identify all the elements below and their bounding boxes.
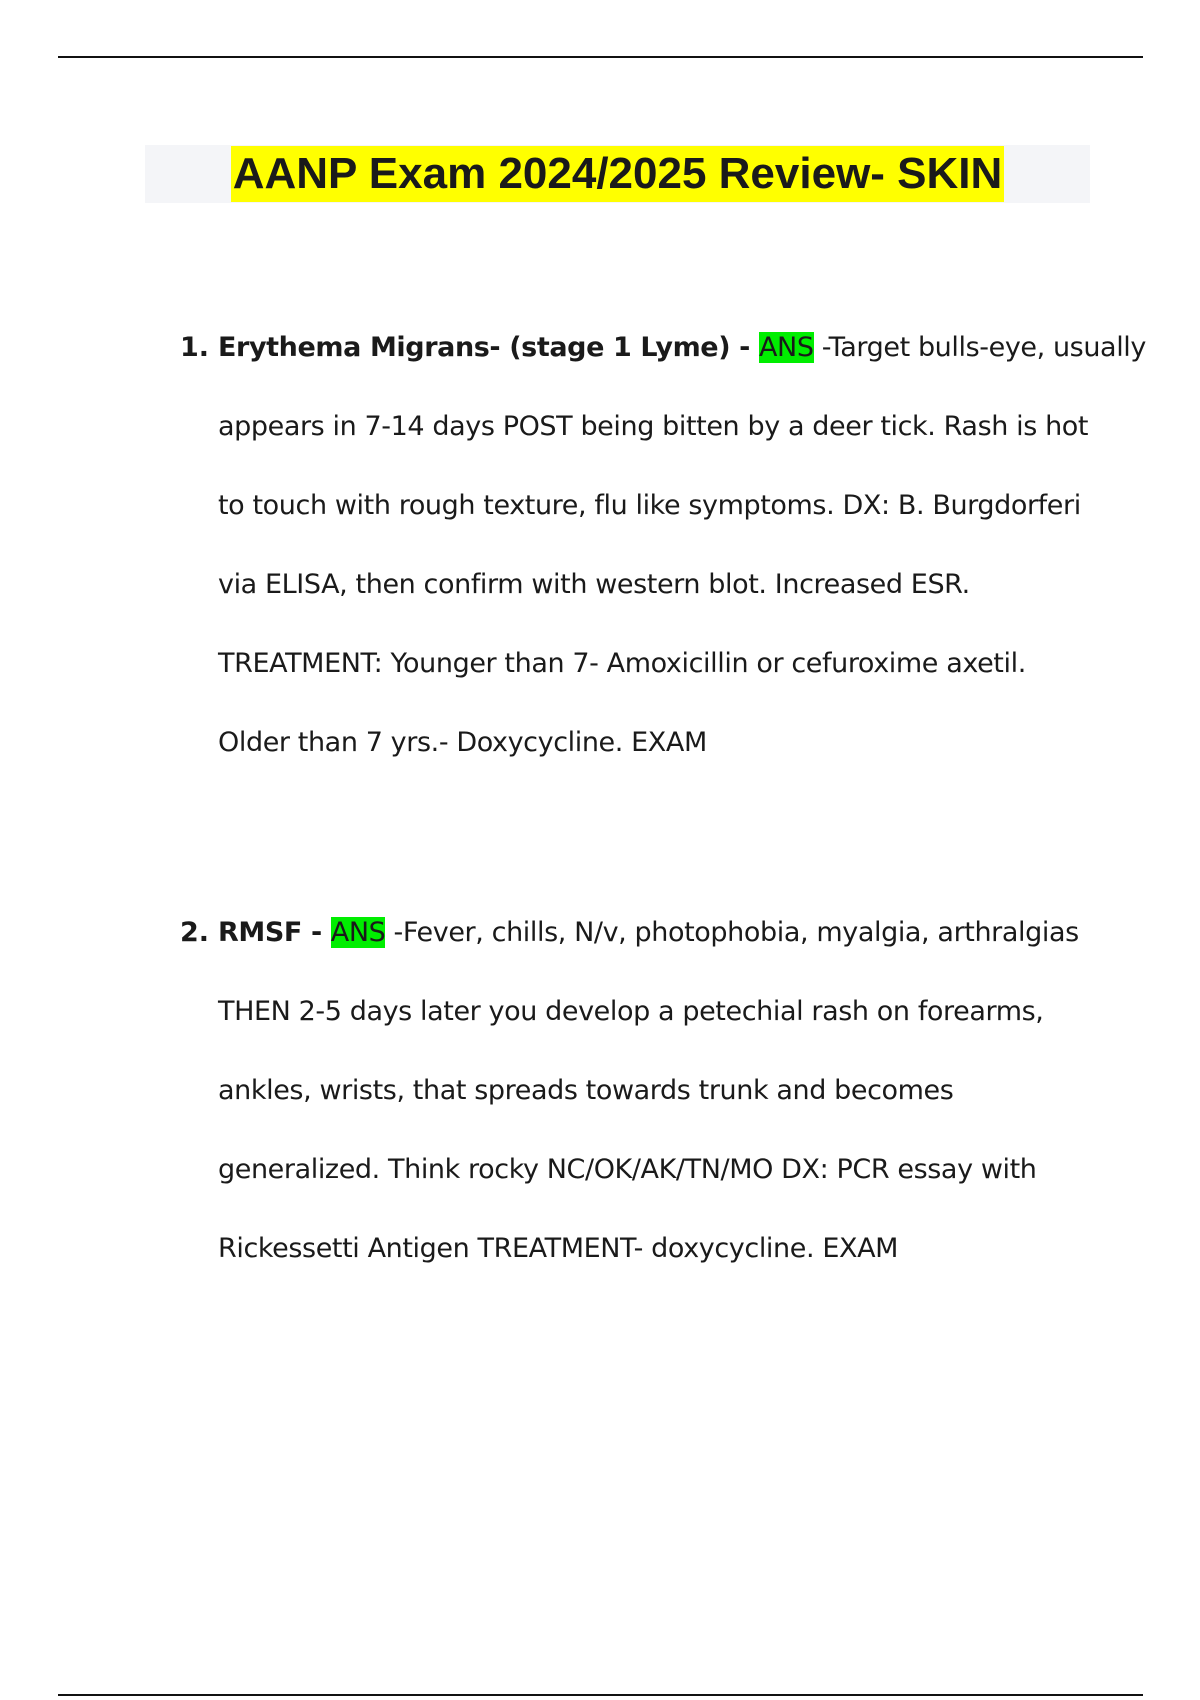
answer-line: ankles, wrists, that spreads towards trunk and becomes — [218, 1075, 954, 1106]
title-band — [145, 145, 1090, 203]
page-title: AANP Exam 2024/2025 Review- SKIN — [231, 146, 1005, 202]
item-first-line — [218, 308, 1146, 387]
answer-line: appears in 7-14 days POST being bitten by a deer tick. Rash is hot — [218, 411, 1089, 442]
ans-label: ANS — [330, 917, 386, 948]
answer-line: to touch with rough texture, flu like symptoms. DX: B. Burgdorferi — [218, 490, 1081, 521]
item-body — [218, 893, 1098, 1288]
item-first-line — [218, 893, 1098, 972]
answer-line: Older than 7 yrs.- Doxycycline. EXAM — [218, 727, 707, 758]
answer-line: Rickessetti Antigen TREATMENT- doxycycline. EXAM — [218, 1233, 899, 1264]
bottom-rule — [58, 1694, 1143, 1696]
answer-line: TREATMENT: Younger than 7- Amoxicillin or cefuroxime axetil. — [218, 648, 1026, 679]
answer-line: via ELISA, then confirm with western blot. Increased ESR. — [218, 569, 970, 600]
answer-line: generalized. Think rocky NC/OK/AK/TN/MO DX: PCR essay with — [218, 1154, 1037, 1185]
item-number: 2. — [180, 917, 210, 948]
question-text: Erythema Migrans- (stage 1 Lyme) - — [218, 332, 759, 363]
top-rule — [58, 56, 1143, 58]
item-body — [218, 308, 1146, 782]
answer-line: THEN 2-5 days later you develop a petechial rash on forearms, — [218, 996, 1044, 1027]
answer-line: -Fever, chills, N/v, photophobia, myalgia, arthralgias — [385, 917, 1079, 948]
item-number: 1. — [180, 332, 210, 363]
answer-line: -Target bulls-eye, usually — [813, 332, 1146, 363]
question-text: RMSF - — [218, 917, 331, 948]
ans-label: ANS — [758, 332, 814, 363]
